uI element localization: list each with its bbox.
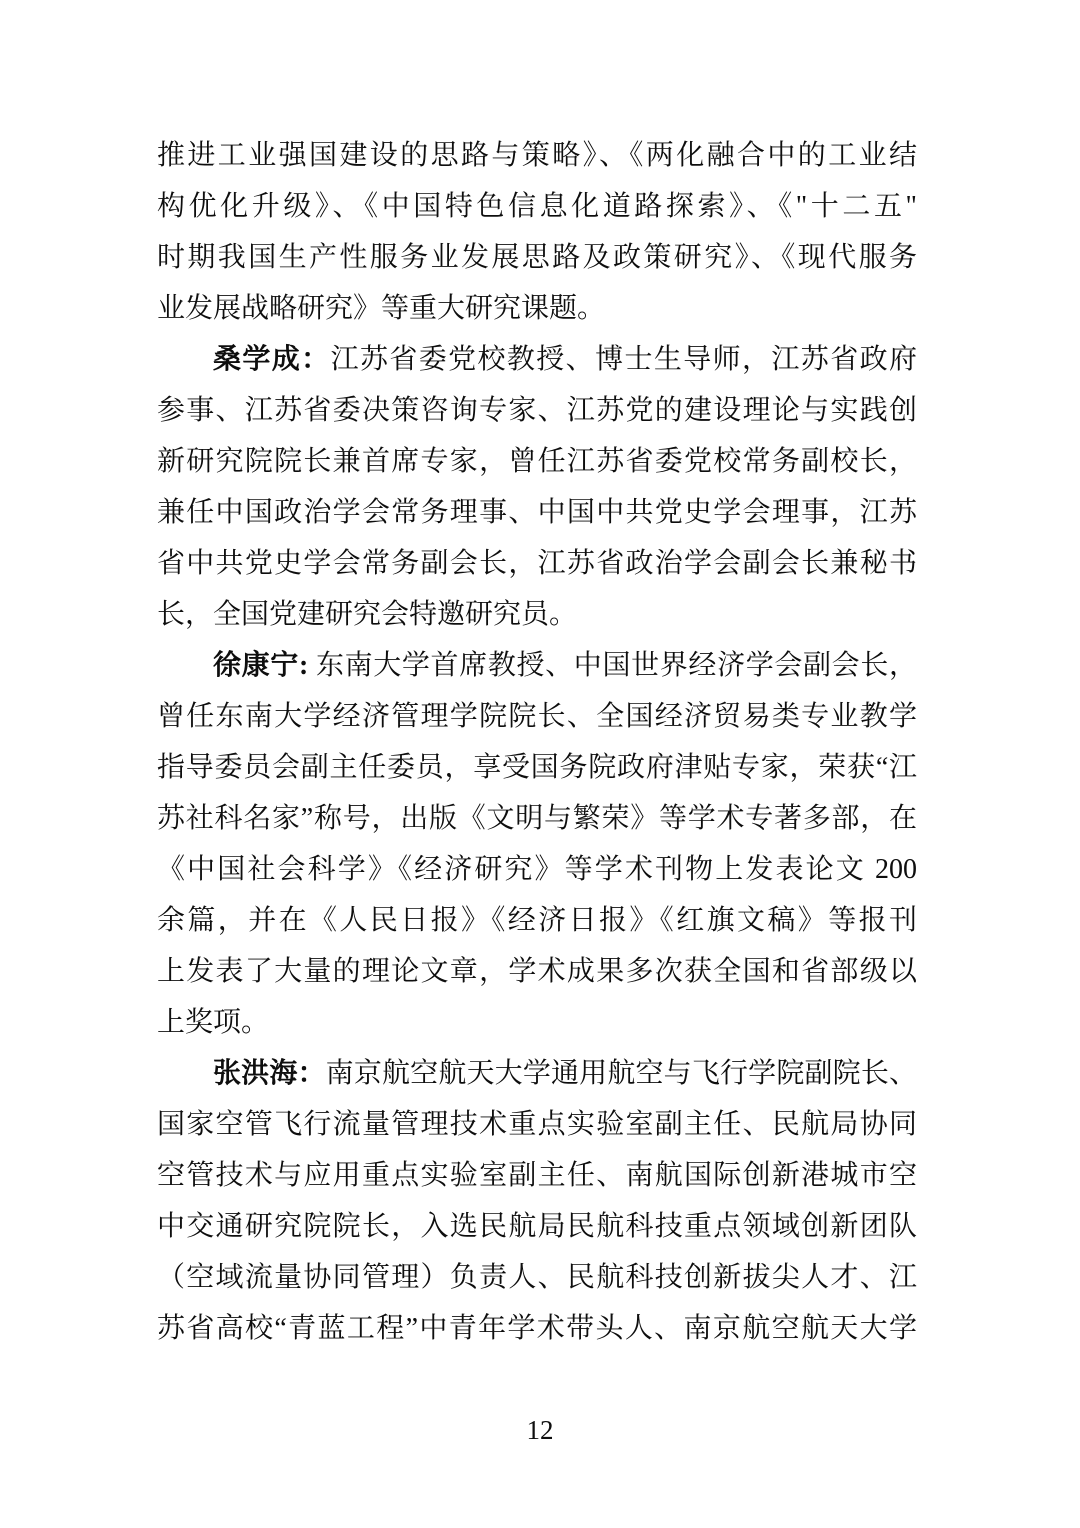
text-line: 兼任中国政治学会常务理事、中国中共党史学会理事，江苏 (157, 497, 917, 528)
text-line: 苏省高校“青蓝工程”中青年学术带头人、南京航空航天大学 (157, 1313, 917, 1344)
text-line: 参事、江苏省委决策咨询专家、江苏党的建设理论与实践创 (157, 395, 917, 426)
text-line: 上奖项。 (157, 1007, 270, 1038)
text-line: 苏社科名家”称号，出版《文明与繁荣》等学术专著多部，在 (157, 803, 917, 834)
text-line: 构优化升级》、《中国特色信息化道路探索》、《"十二五" (157, 191, 917, 222)
text-line: 推进工业强国建设的思路与策略》、《两化融合中的工业结 (157, 140, 917, 171)
text-line: 张洪海：南京航空航天大学通用航空与飞行学院副院长、 (213, 1058, 917, 1089)
text-line: 国家空管飞行流量管理技术重点实验室副主任、民航局协同 (157, 1109, 917, 1140)
person-name: 张洪海： (213, 1058, 326, 1089)
person-name: 徐康宁: (213, 650, 316, 681)
text-line: （空域流量协同管理）负责人、民航科技创新拔尖人才、江 (157, 1262, 917, 1293)
text-line: 时期我国生产性服务业发展思路及政策研究》、《现代服务 (157, 242, 917, 273)
text-line: 上发表了大量的理论文章，学术成果多次获全国和省部级以 (157, 956, 917, 987)
text-line: 曾任东南大学经济管理学院院长、全国经济贸易类专业教学 (157, 701, 917, 732)
page-number: 12 (526, 1415, 554, 1445)
body-text (157, 130, 917, 1354)
text-line: 空管技术与应用重点实验室副主任、南航国际创新港城市空 (157, 1160, 917, 1191)
text-line: 长，全国党建研究会特邀研究员。 (157, 599, 578, 630)
text-line: 指导委员会副主任委员，享受国务院政府津贴专家，荣获“江 (157, 752, 917, 783)
text-line: 中交通研究院院长，入选民航局民航科技重点领域创新团队 (157, 1211, 917, 1242)
text-line: 徐康宁: 东南大学首席教授、中国世界经济学会副会长， (213, 650, 917, 681)
person-name: 桑学成： (213, 344, 331, 375)
text-line: 《中国社会科学》《经济研究》等学术刊物上发表论文 200 (157, 854, 917, 885)
text-line: 新研究院院长兼首席专家，曾任江苏省委党校常务副校长， (157, 446, 917, 477)
text-line: 省中共党史学会常务副会长，江苏省政治学会副会长兼秘书 (157, 548, 917, 579)
text-line: 业发展战略研究》等重大研究课题。 (157, 293, 606, 324)
text-line: 桑学成：江苏省委党校教授、博士生导师，江苏省政府 (213, 344, 917, 375)
text-line: 余篇，并在《人民日报》《经济日报》《红旗文稿》等报刊 (157, 905, 917, 936)
